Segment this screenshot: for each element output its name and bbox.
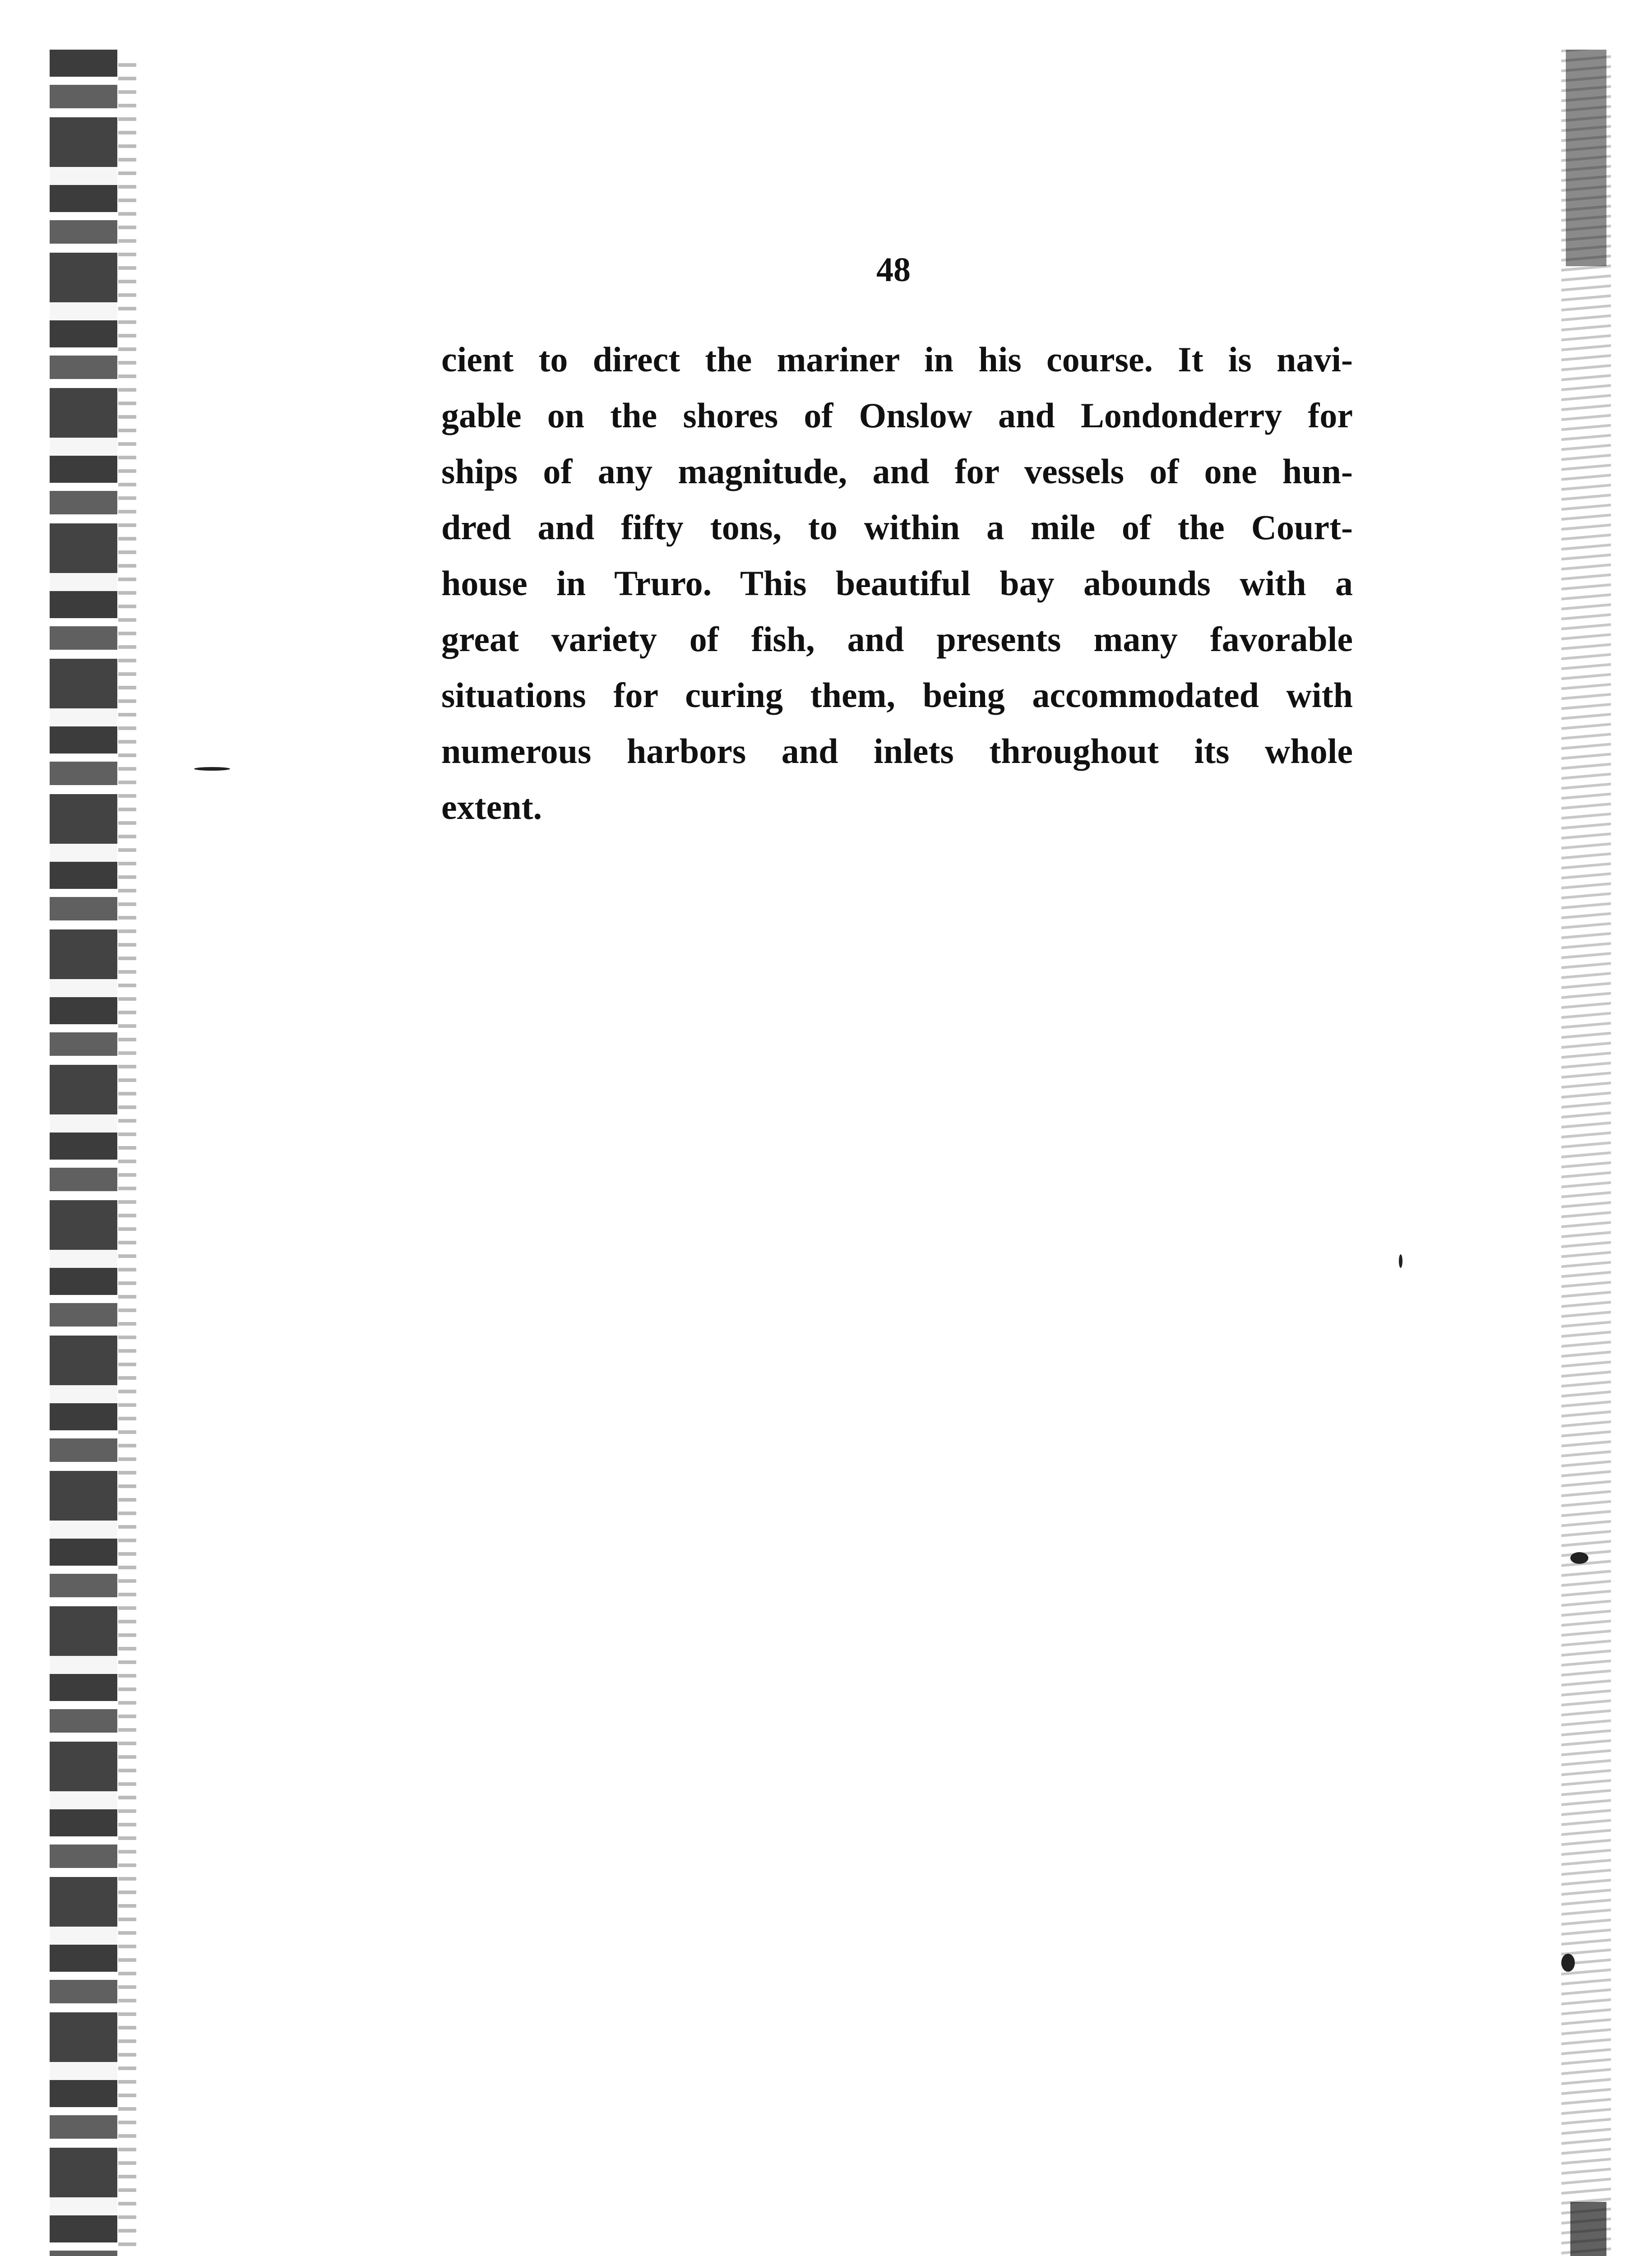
scan-speck bbox=[1561, 1954, 1575, 1972]
text-line: numerous harbors and inlets throughout its whole bbox=[441, 731, 1353, 771]
text-line: gable on the shores of Onslow and Londonderry for bbox=[441, 396, 1353, 435]
left-binding-edge bbox=[50, 50, 117, 2256]
right-edge-top-mark bbox=[1566, 50, 1606, 266]
text-line: ships of any magnitude, and for vessels of one hun- bbox=[441, 452, 1353, 491]
text-line: house in Truro. This beautiful bay abounds with a bbox=[441, 564, 1353, 603]
scan-speck bbox=[1570, 1552, 1588, 1564]
text-line: dred and fifty tons, to within a mile of the Court- bbox=[441, 508, 1353, 547]
left-binding-shadow bbox=[118, 63, 136, 2256]
text-line: cient to direct the mariner in his course. It is navi- bbox=[441, 340, 1353, 379]
body-paragraph bbox=[441, 332, 1353, 835]
page-number: 48 bbox=[876, 251, 911, 289]
right-edge-bottom-mark bbox=[1570, 2202, 1606, 2256]
text-line: extent. bbox=[441, 787, 542, 827]
text-line: great variety of fish, and presents many favorable bbox=[441, 619, 1353, 659]
text-line: situations for curing them, being accommodated with bbox=[441, 675, 1353, 715]
scan-speck bbox=[1399, 1254, 1402, 1268]
right-binding-edge bbox=[1561, 50, 1611, 2256]
scan-speck bbox=[194, 767, 230, 771]
